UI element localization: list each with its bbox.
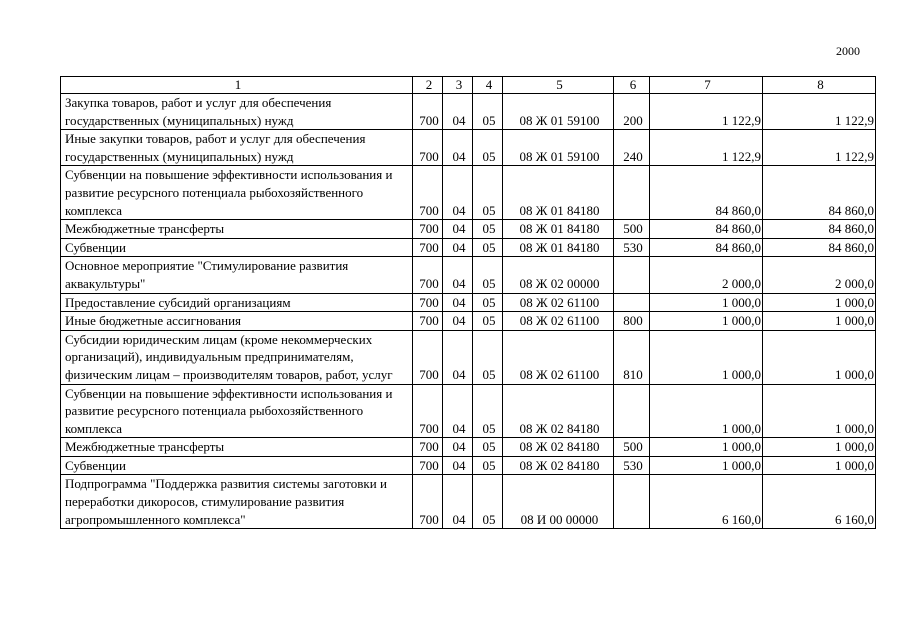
table-row: [61, 384, 876, 438]
table-row: [61, 330, 876, 384]
cell-target-code: 08 Ж 02 61100: [503, 293, 614, 312]
cell-amount-7: 84 860,0: [650, 220, 763, 239]
cell-expense-type: 500: [614, 220, 650, 239]
cell-section: 700: [413, 293, 443, 312]
cell-subsection: 04: [443, 220, 473, 239]
cell-section: 700: [413, 456, 443, 475]
cell-amount-8: 84 860,0: [763, 238, 876, 257]
cell-amount-7: 1 122,9: [650, 94, 763, 130]
cell-item: 05: [473, 130, 503, 166]
col-header-6: 6: [614, 77, 650, 94]
col-header-8: 8: [763, 77, 876, 94]
cell-subsection: 04: [443, 456, 473, 475]
cell-expense-type: 810: [614, 330, 650, 384]
cell-target-code: 08 Ж 02 84180: [503, 456, 614, 475]
table-row: [61, 475, 876, 529]
col-header-1: 1: [61, 77, 413, 94]
cell-subsection: 04: [443, 384, 473, 438]
cell-target-code: 08 И 00 00000: [503, 475, 614, 529]
cell-section: 700: [413, 130, 443, 166]
cell-amount-8: 1 000,0: [763, 312, 876, 331]
cell-amount-7: 1 000,0: [650, 438, 763, 457]
cell-expense-type: 240: [614, 130, 650, 166]
row-name: Закупка товаров, работ и услуг для обеспечения государственных (муниципальных) нужд: [61, 94, 413, 130]
cell-item: 05: [473, 475, 503, 529]
cell-target-code: 08 Ж 01 84180: [503, 238, 614, 257]
col-header-5: 5: [503, 77, 614, 94]
cell-section: 700: [413, 438, 443, 457]
cell-amount-8: 1 000,0: [763, 293, 876, 312]
row-name: Субвенции: [61, 238, 413, 257]
cell-section: 700: [413, 94, 443, 130]
row-name: Субвенции на повышение эффективности использования и развитие ресурсного потенциала рыбохозяйственного комплекса: [61, 384, 413, 438]
cell-expense-type: 530: [614, 456, 650, 475]
row-name: Межбюджетные трансферты: [61, 438, 413, 457]
cell-item: 05: [473, 330, 503, 384]
cell-amount-7: 6 160,0: [650, 475, 763, 529]
table-row: [61, 257, 876, 293]
cell-item: 05: [473, 238, 503, 257]
cell-amount-7: 1 000,0: [650, 330, 763, 384]
cell-item: 05: [473, 257, 503, 293]
cell-target-code: 08 Ж 01 59100: [503, 130, 614, 166]
col-header-4: 4: [473, 77, 503, 94]
cell-section: 700: [413, 475, 443, 529]
col-header-2: 2: [413, 77, 443, 94]
cell-target-code: 08 Ж 01 84180: [503, 166, 614, 220]
header-row: [61, 77, 876, 94]
cell-expense-type: [614, 475, 650, 529]
cell-expense-type: 800: [614, 312, 650, 331]
cell-target-code: 08 Ж 01 84180: [503, 220, 614, 239]
cell-expense-type: 500: [614, 438, 650, 457]
cell-amount-8: 1 000,0: [763, 456, 876, 475]
row-name: Субвенции на повышение эффективности использования и развитие ресурсного потенциала рыбохозяйственного комплекса: [61, 166, 413, 220]
row-name: Предоставление субсидий организациям: [61, 293, 413, 312]
cell-subsection: 04: [443, 475, 473, 529]
table-row: [61, 456, 876, 475]
cell-target-code: 08 Ж 02 00000: [503, 257, 614, 293]
table-row: [61, 238, 876, 257]
cell-item: 05: [473, 384, 503, 438]
cell-item: 05: [473, 220, 503, 239]
cell-amount-7: 1 122,9: [650, 130, 763, 166]
table-row: [61, 293, 876, 312]
cell-target-code: 08 Ж 02 84180: [503, 384, 614, 438]
cell-amount-7: 84 860,0: [650, 238, 763, 257]
cell-amount-7: 1 000,0: [650, 312, 763, 331]
cell-amount-7: 1 000,0: [650, 456, 763, 475]
cell-item: 05: [473, 312, 503, 331]
cell-amount-8: 6 160,0: [763, 475, 876, 529]
cell-item: 05: [473, 456, 503, 475]
cell-subsection: 04: [443, 293, 473, 312]
row-name: Субвенции: [61, 456, 413, 475]
cell-expense-type: [614, 166, 650, 220]
table-row: [61, 130, 876, 166]
cell-amount-8: 1 000,0: [763, 330, 876, 384]
row-name: Межбюджетные трансферты: [61, 220, 413, 239]
table-row: [61, 438, 876, 457]
row-name: Иные бюджетные ассигнования: [61, 312, 413, 331]
row-name: Основное мероприятие "Стимулирование развития аквакультуры": [61, 257, 413, 293]
table-row: [61, 166, 876, 220]
cell-subsection: 04: [443, 438, 473, 457]
row-name: Иные закупки товаров, работ и услуг для обеспечения государственных (муниципальных) нужд: [61, 130, 413, 166]
cell-subsection: 04: [443, 94, 473, 130]
cell-amount-8: 84 860,0: [763, 166, 876, 220]
cell-subsection: 04: [443, 257, 473, 293]
cell-expense-type: [614, 293, 650, 312]
cell-amount-8: 1 122,9: [763, 94, 876, 130]
cell-amount-8: 1 122,9: [763, 130, 876, 166]
cell-item: 05: [473, 94, 503, 130]
cell-subsection: 04: [443, 330, 473, 384]
cell-amount-8: 2 000,0: [763, 257, 876, 293]
cell-item: 05: [473, 438, 503, 457]
col-header-7: 7: [650, 77, 763, 94]
cell-section: 700: [413, 238, 443, 257]
cell-item: 05: [473, 166, 503, 220]
cell-amount-8: 1 000,0: [763, 438, 876, 457]
cell-subsection: 04: [443, 130, 473, 166]
cell-amount-7: 1 000,0: [650, 293, 763, 312]
table-row: [61, 94, 876, 130]
cell-subsection: 04: [443, 166, 473, 220]
cell-item: 05: [473, 293, 503, 312]
cell-amount-7: 84 860,0: [650, 166, 763, 220]
cell-section: 700: [413, 312, 443, 331]
cell-amount-7: 2 000,0: [650, 257, 763, 293]
page-number: 2000: [836, 44, 860, 58]
cell-subsection: 04: [443, 238, 473, 257]
cell-target-code: 08 Ж 02 61100: [503, 312, 614, 331]
cell-amount-8: 1 000,0: [763, 384, 876, 438]
table-row: [61, 312, 876, 331]
cell-expense-type: [614, 257, 650, 293]
cell-amount-8: 84 860,0: [763, 220, 876, 239]
cell-section: 700: [413, 220, 443, 239]
cell-expense-type: [614, 384, 650, 438]
cell-amount-7: 1 000,0: [650, 384, 763, 438]
budget-table: [60, 76, 876, 529]
cell-section: 700: [413, 166, 443, 220]
cell-subsection: 04: [443, 312, 473, 331]
row-name: Подпрограмма "Поддержка развития системы заготовки и переработки дикоросов, стимулирование развития агропромышленного комплекса": [61, 475, 413, 529]
cell-target-code: 08 Ж 01 59100: [503, 94, 614, 130]
col-header-3: 3: [443, 77, 473, 94]
cell-target-code: 08 Ж 02 61100: [503, 330, 614, 384]
cell-target-code: 08 Ж 02 84180: [503, 438, 614, 457]
cell-expense-type: 200: [614, 94, 650, 130]
table-row: [61, 220, 876, 239]
row-name: Субсидии юридическим лицам (кроме некоммерческих организаций), индивидуальным предпринимателям, физическим лицам – производителям товаров, работ, услуг: [61, 330, 413, 384]
cell-section: 700: [413, 330, 443, 384]
cell-section: 700: [413, 257, 443, 293]
cell-expense-type: 530: [614, 238, 650, 257]
cell-section: 700: [413, 384, 443, 438]
